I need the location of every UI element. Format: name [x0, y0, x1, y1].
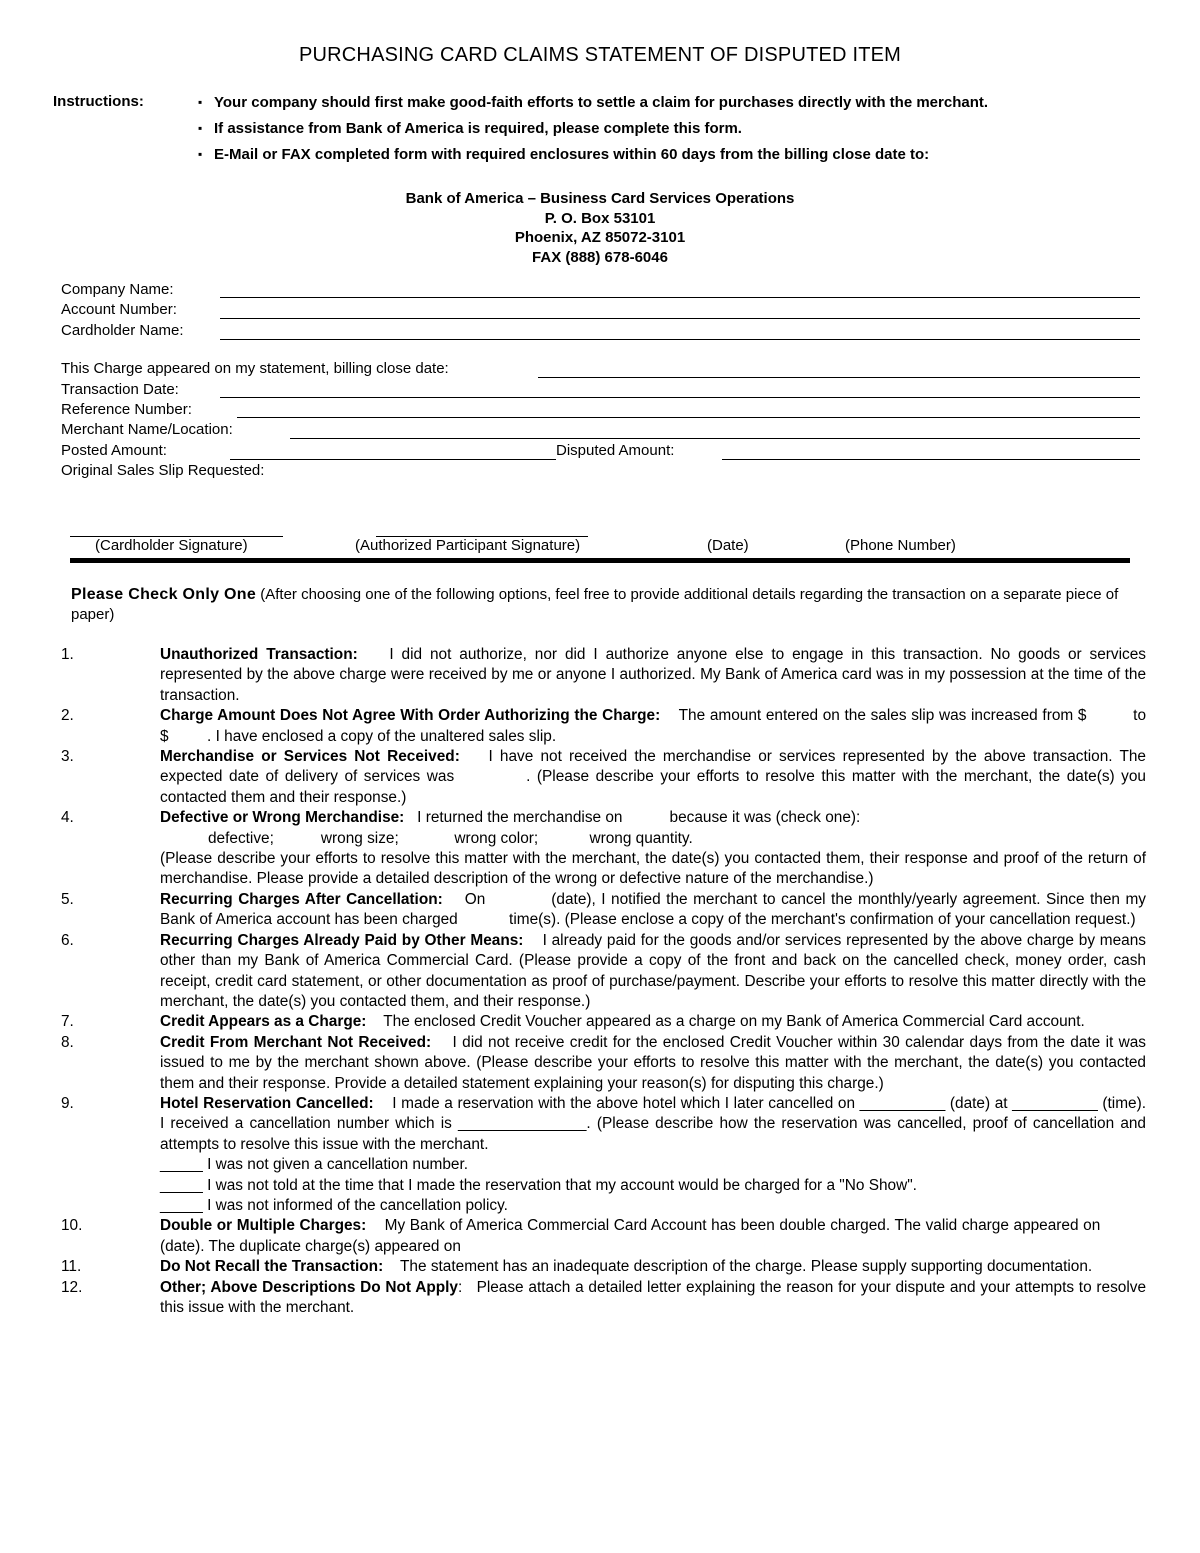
option-title: Merchandise or Services Not Received:	[160, 748, 460, 766]
phone-number-label: (Phone Number)	[845, 537, 956, 554]
option-unauthorized[interactable]	[61, 645, 1146, 706]
option-text: I returned the merchandise on because it was (check one):	[417, 809, 861, 827]
option-number: 11.	[61, 1258, 82, 1276]
option-text: On (date), I notified the merchant to cancel the monthly/yearly agreement. Since then my Bank of America account has been charged time(s). (Please enclose a copy of the merchant's confirmation of your cancellation request.)	[160, 890, 1146, 929]
option-text: My Bank of America Commercial Card Account has been double charged. The valid charge appeared on (date). The duplicate charge(s) appeared on	[160, 1217, 1147, 1255]
merchant-name-label: Merchant Name/Location:	[61, 421, 233, 438]
option-number: 2.	[61, 707, 74, 725]
address-line: P. O. Box 53101	[544, 209, 656, 227]
form-title: PURCHASING CARD CLAIMS STATEMENT OF DISPUTED ITEM	[298, 44, 902, 66]
option-title: Unauthorized Transaction:	[160, 646, 358, 663]
option-title: Recurring Charges After Cancellation:	[160, 890, 443, 908]
option-text: I did not authorize, nor did I authorize anyone else to engage in this transaction. No goods or services represented by the above charge were received by me or anyone I authorized. My Bank of America card was in my possession at the time of the transaction.	[160, 646, 1146, 704]
instructions-list	[198, 93, 988, 171]
option-other[interactable]	[61, 1278, 1146, 1319]
option-title: Double or Multiple Charges:	[160, 1217, 367, 1235]
option-title: Other; Above Descriptions Do Not Apply	[160, 1278, 458, 1296]
hotel-check-item[interactable]: _____ I was not informed of the cancellation policy.	[160, 1196, 508, 1214]
hotel-check-item[interactable]: _____ I was not told at the time that I made the reservation that my account would be charged for a "No Show".	[160, 1176, 917, 1194]
option-title: Do Not Recall the Transaction:	[160, 1258, 384, 1276]
posted-amount-label: Posted Amount:	[61, 442, 167, 459]
billing-close-date-line[interactable]	[538, 377, 1140, 378]
option-title-colon: :	[458, 1278, 463, 1296]
option-number: 8.	[61, 1033, 74, 1051]
option-number: 1.	[61, 646, 74, 663]
authorized-signature-label: (Authorized Participant Signature)	[355, 537, 581, 554]
option-credit-as-charge[interactable]	[61, 1012, 1146, 1032]
option-title: Hotel Reservation Cancelled:	[160, 1094, 374, 1112]
disputed-amount-line[interactable]	[722, 459, 1140, 460]
option-text: The statement has an inadequate description of the charge. Please supply supporting documentation.	[400, 1258, 1093, 1276]
option-number: 12.	[61, 1278, 83, 1296]
option-double-charges[interactable]	[61, 1216, 1146, 1257]
check-only-one: Please Check Only One	[71, 586, 257, 603]
address-line: Phoenix, AZ 85072-3101	[514, 229, 686, 246]
instruction-item: ▪ If assistance from Bank of America is required, please complete this form.	[198, 119, 988, 145]
billing-close-date-label: This Charge appeared on my statement, billing close date:	[61, 360, 449, 377]
option-extra-text: (Please describe your efforts to resolve this matter with the merchant, the date(s) you contacted them, their response and proof of the return of merchandise. Please provide a detailed description of the wrong or defective nature of the merchandise.)	[160, 850, 1146, 888]
option-defective[interactable]	[61, 808, 1146, 890]
option-title: Charge Amount Does Not Agree With Order Authorizing the Charge:	[160, 707, 661, 725]
option-credit-not-received[interactable]	[61, 1033, 1146, 1094]
option-recurring-after-cancel[interactable]	[61, 890, 1146, 931]
section-divider	[70, 558, 1130, 563]
option-text: I did not receive credit for the enclosed Credit Voucher within 30 calendar days from the date it was issued to me by the merchant shown above. (Please describe your efforts to resolve this matter with the merchant, the date(s) you contacted them and their response. Provide a detailed statement explaining your reason(s) for disputing this charge.)	[160, 1033, 1146, 1092]
option-number: 9.	[61, 1094, 74, 1112]
check-section-heading	[71, 585, 1141, 625]
reference-number-line[interactable]	[237, 417, 1140, 418]
account-number-line[interactable]	[220, 318, 1140, 319]
option-amount-mismatch[interactable]	[61, 706, 1146, 747]
address-line: FAX (888) 678-6046	[532, 248, 668, 266]
transaction-date-line[interactable]	[220, 397, 1140, 398]
dispute-options	[61, 645, 1146, 1318]
disputed-amount-label: Disputed Amount:	[556, 442, 675, 459]
option-number: 5.	[61, 890, 74, 908]
company-name-label: Company Name:	[61, 281, 174, 298]
option-title: Recurring Charges Already Paid by Other Means:	[160, 931, 524, 949]
defect-choices[interactable]: defective; wrong size; wrong color; wrong quantity.	[208, 829, 693, 847]
option-do-not-recall[interactable]	[61, 1257, 1146, 1277]
option-already-paid[interactable]	[61, 931, 1146, 1013]
option-text: The enclosed Credit Voucher appeared as a charge on my Bank of America Commercial Card account.	[383, 1013, 1085, 1031]
company-name-line[interactable]	[220, 297, 1140, 298]
cardholder-name-line[interactable]	[220, 339, 1140, 340]
option-text: I made a reservation with the above hotel which I later cancelled on __________ (date) at __________ (time). I received a cancellation number which is _______________. (Please describe how the reservation was cancelled, proof of cancellation and attempts to resolve this issue with the merchant.	[160, 1094, 1147, 1153]
option-text: The amount entered on the sales slip was increased from $ to $ . I have enclosed a copy of the unaltered sales slip.	[160, 707, 1147, 745]
cardholder-signature-label: (Cardholder Signature)	[95, 537, 248, 554]
account-number-label: Account Number:	[61, 301, 177, 318]
posted-amount-line[interactable]	[230, 459, 556, 460]
option-number: 7.	[61, 1013, 74, 1031]
option-number: 6.	[61, 931, 74, 949]
option-not-received[interactable]	[61, 747, 1146, 808]
cardholder-name-label: Cardholder Name:	[61, 322, 184, 339]
date-label: (Date)	[707, 537, 749, 554]
mailing-address	[0, 189, 1200, 267]
original-slip-label: Original Sales Slip Requested:	[61, 462, 265, 479]
option-number: 3.	[61, 748, 74, 766]
option-text: Please attach a detailed letter explaining the reason for your dispute and your attempts to resolve this issue with the merchant.	[160, 1278, 1147, 1316]
transaction-date-label: Transaction Date:	[61, 381, 179, 398]
option-number: 10.	[61, 1217, 83, 1235]
option-title: Credit From Merchant Not Received:	[160, 1033, 432, 1051]
option-hotel-cancelled[interactable]	[61, 1094, 1146, 1216]
address-line: Bank of America – Business Card Services Operations	[405, 190, 795, 207]
check-section-note: (After choosing one of the following options, feel free to provide additional details regarding the transaction on a separate piece of paper)	[71, 586, 1119, 623]
instruction-item: ▪ E-Mail or FAX completed form with required enclosures within 60 days from the billing close date to:	[198, 145, 988, 171]
option-number: 4.	[61, 809, 74, 827]
instructions-label: Instructions:	[53, 93, 144, 110]
instruction-item: ▪ Your company should first make good-faith efforts to settle a claim for purchases directly with the merchant.	[198, 93, 988, 119]
hotel-check-item[interactable]: _____ I was not given a cancellation number.	[160, 1156, 469, 1174]
option-text: I already paid for the goods and/or services represented by the above charge by means other than my Bank of America Commercial Card. (Please provide a copy of the front and back on the cancelled check, money order, cash receipt, credit card statement, or other documentation as proof of purchase/payment. Describe your efforts to resolve this matter directly with the merchant, the date(s) you contacted them, and their response.)	[160, 931, 1147, 1010]
option-title: Credit Appears as a Charge:	[160, 1013, 367, 1031]
option-title: Defective or Wrong Merchandise:	[160, 809, 405, 827]
reference-number-label: Reference Number:	[61, 401, 192, 418]
option-text: I have not received the merchandise or services represented by the above transaction. The expected date of delivery of services was . (Please describe your efforts to resolve this matter with the merchant, the date(s) you contacted them and their response.)	[160, 748, 1146, 806]
merchant-name-line[interactable]	[290, 438, 1140, 439]
